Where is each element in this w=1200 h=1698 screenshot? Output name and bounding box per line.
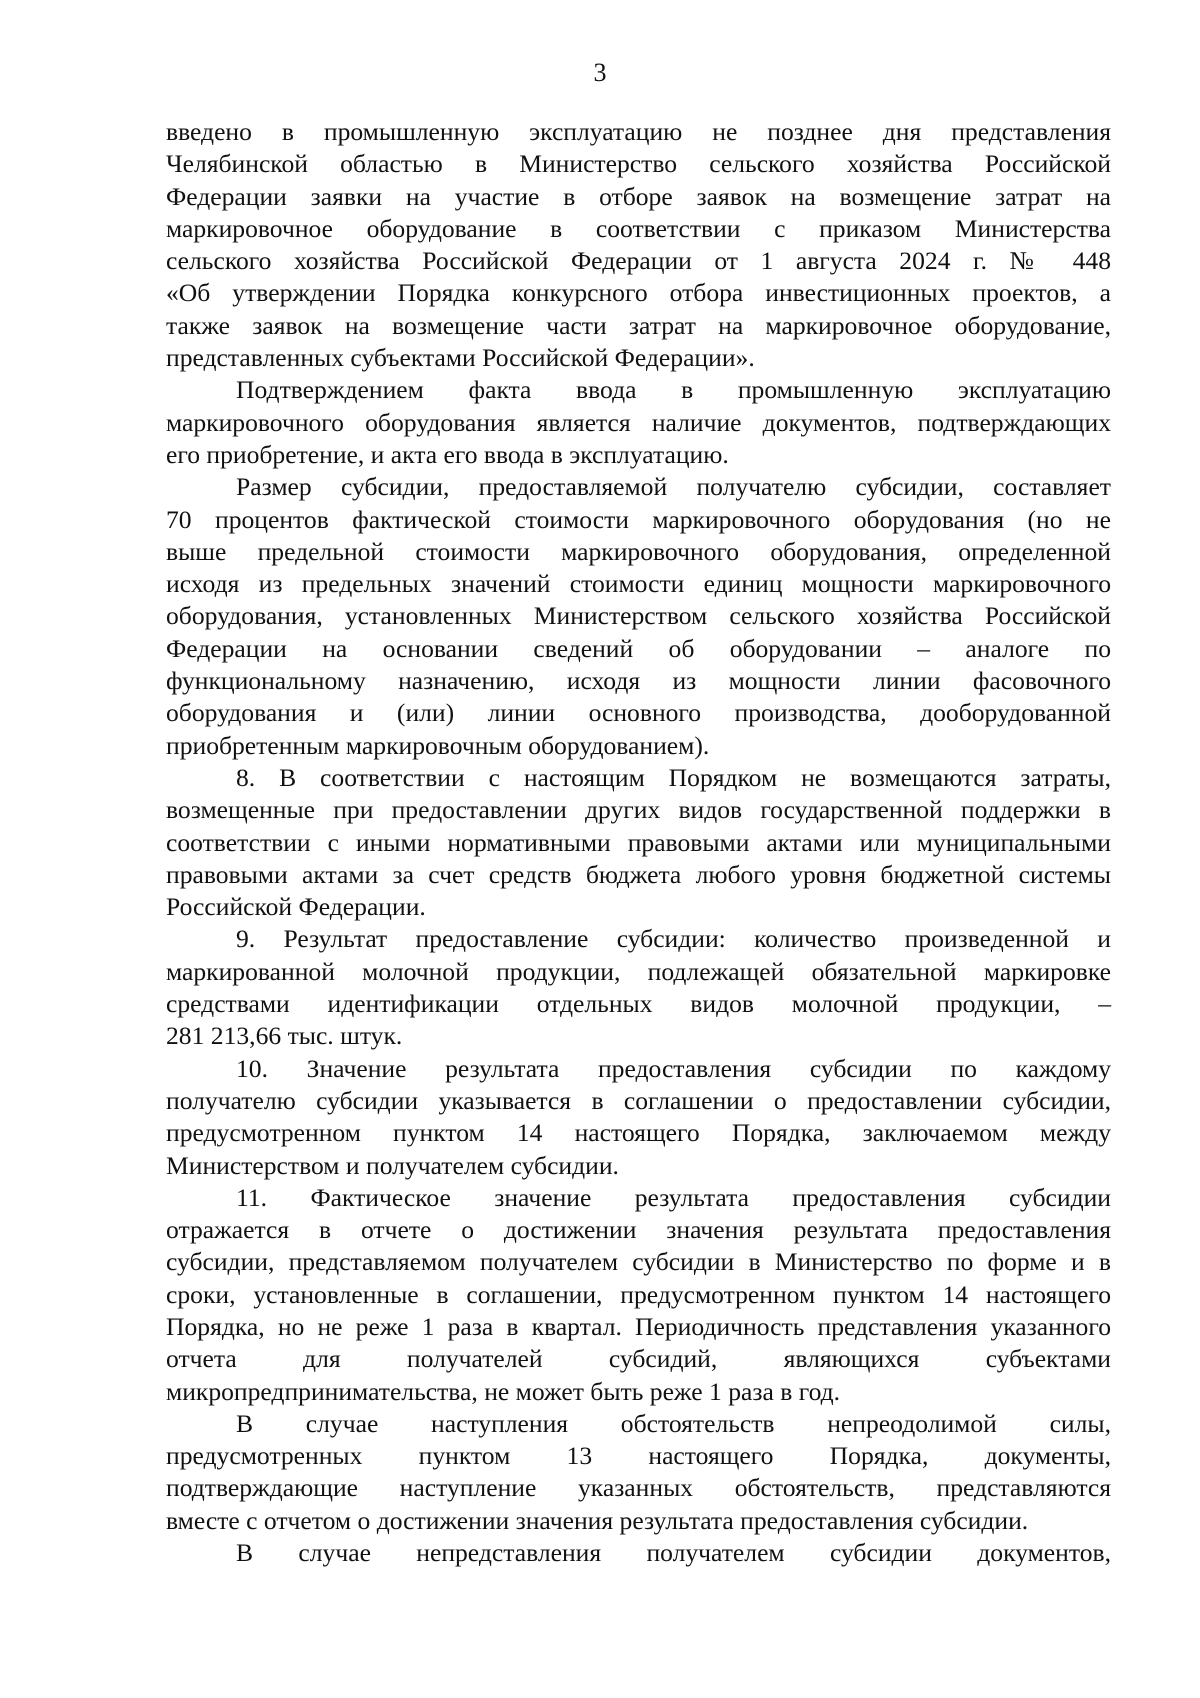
- text-line: Федерации на основании сведений об оборудовании – аналоге по: [166, 633, 1111, 663]
- text-line: Порядка, но не реже 1 раза в квартал. Периодичность представления указанного: [166, 1311, 1111, 1341]
- text-line: 9. Результат предоставление субсидии: количество произведенной и: [236, 924, 1111, 954]
- text-line: предусмотренном пунктом 14 настоящего Порядка, заключаемом между: [166, 1118, 1111, 1148]
- paragraph: [166, 116, 1111, 374]
- text-line: Министерством и получателем субсидии.: [166, 1150, 619, 1180]
- text-line: сельского хозяйства Российской Федерации от 1 августа 2024 г. № 448: [166, 246, 1111, 276]
- text-line: 281 213,66 тыс. штук.: [166, 1021, 403, 1051]
- text-line: Размер субсидии, предоставляемой получателю субсидии, составляет: [236, 472, 1111, 502]
- paragraph: [166, 1537, 1111, 1569]
- text-line: Челябинской областью в Министерство сельского хозяйства Российской: [166, 149, 1111, 179]
- text-line: Подтверждением факта ввода в промышленную эксплуатацию: [236, 375, 1111, 405]
- text-line: маркированной молочной продукции, подлежащей обязательной маркировке: [166, 956, 1111, 986]
- paragraph: [166, 1053, 1111, 1182]
- text-line: функциональному назначению, исходя из мощности линии фасовочного: [166, 666, 1111, 696]
- text-line: средствами идентификации отдельных видов молочной продукции, –: [166, 989, 1111, 1019]
- paragraph: [166, 762, 1111, 923]
- text-line: Российской Федерации.: [166, 892, 426, 922]
- paragraph: [166, 923, 1111, 1052]
- text-line: сроки, установленные в соглашении, предусмотренном пунктом 14 настоящего: [166, 1279, 1111, 1309]
- text-line: маркировочного оборудования является наличие документов, подтверждающих: [166, 407, 1111, 437]
- text-line: предусмотренных пунктом 13 настоящего Порядка, документы,: [166, 1441, 1111, 1471]
- text-line: 11. Фактическое значение результата предоставления субсидии: [236, 1182, 1111, 1212]
- paragraph: [166, 374, 1111, 471]
- text-line: маркировочное оборудование в соответствии с приказом Министерства: [166, 213, 1111, 243]
- text-line: введено в промышленную эксплуатацию не позднее дня представления: [166, 117, 1111, 146]
- page-number: 3: [593, 58, 607, 87]
- text-line: оборудования и (или) линии основного производства, дооборудованной: [166, 698, 1111, 728]
- text-line: получателю субсидии указывается в соглашении о предоставлении субсидии,: [166, 1085, 1111, 1115]
- text-line: Федерации заявки на участие в отборе заявок на возмещение затрат на: [166, 181, 1111, 211]
- text-line: соответствии с иными нормативными правовыми актами или муниципальными: [166, 827, 1111, 857]
- text-line: возмещенные при предоставлении других видов государственной поддержки в: [166, 795, 1111, 825]
- text-line: приобретенным маркировочным оборудованием).: [166, 730, 710, 760]
- text-line: В случае непредставления получателем субсидии документов,: [236, 1538, 1111, 1568]
- text-line: исходя из предельных значений стоимости единиц мощности маркировочного: [166, 569, 1111, 599]
- text-line: 8. В соответствии с настоящим Порядком не возмещаются затраты,: [236, 762, 1111, 792]
- text-line: субсидии, представляемом получателем субсидии в Министерство по форме и в: [166, 1247, 1111, 1277]
- document-body: [166, 116, 1111, 1569]
- text-line: 70 процентов фактической стоимости маркировочного оборудования (но не: [166, 504, 1111, 534]
- text-line: оборудования, установленных Министерством сельского хозяйства Российской: [166, 601, 1111, 631]
- text-line: представленных субъектами Российской Федерации».: [166, 343, 755, 373]
- text-line: подтверждающие наступление указанных обстоятельств, представляются: [166, 1473, 1111, 1503]
- text-line: выше предельной стоимости маркировочного оборудования, определенной: [166, 536, 1111, 566]
- text-line: «Об утверждении Порядка конкурсного отбора инвестиционных проектов, а: [166, 278, 1111, 308]
- paragraph: [166, 1182, 1111, 1408]
- text-line: В случае наступления обстоятельств непреодолимой силы,: [236, 1408, 1111, 1438]
- text-line: микропредпринимательства, не может быть реже 1 раза в год.: [166, 1376, 841, 1406]
- text-line: правовыми актами за счет средств бюджета любого уровня бюджетной системы: [166, 859, 1111, 889]
- text-line: отчета для получателей субсидий, являющихся субъектами: [166, 1344, 1111, 1374]
- text-line: также заявок на возмещение части затрат на маркировочное оборудование,: [166, 310, 1111, 340]
- text-line: вместе с отчетом о достижении значения результата предоставления субсидии.: [166, 1505, 1029, 1535]
- text-line: 10. Значение результата предоставления субсидии по каждому: [236, 1053, 1111, 1083]
- text-line: отражается в отчете о достижении значения результата предоставления: [166, 1215, 1111, 1245]
- paragraph: [166, 471, 1111, 762]
- paragraph: [166, 1408, 1111, 1537]
- text-line: его приобретение, и акта его ввода в эксплуатацию.: [166, 439, 729, 469]
